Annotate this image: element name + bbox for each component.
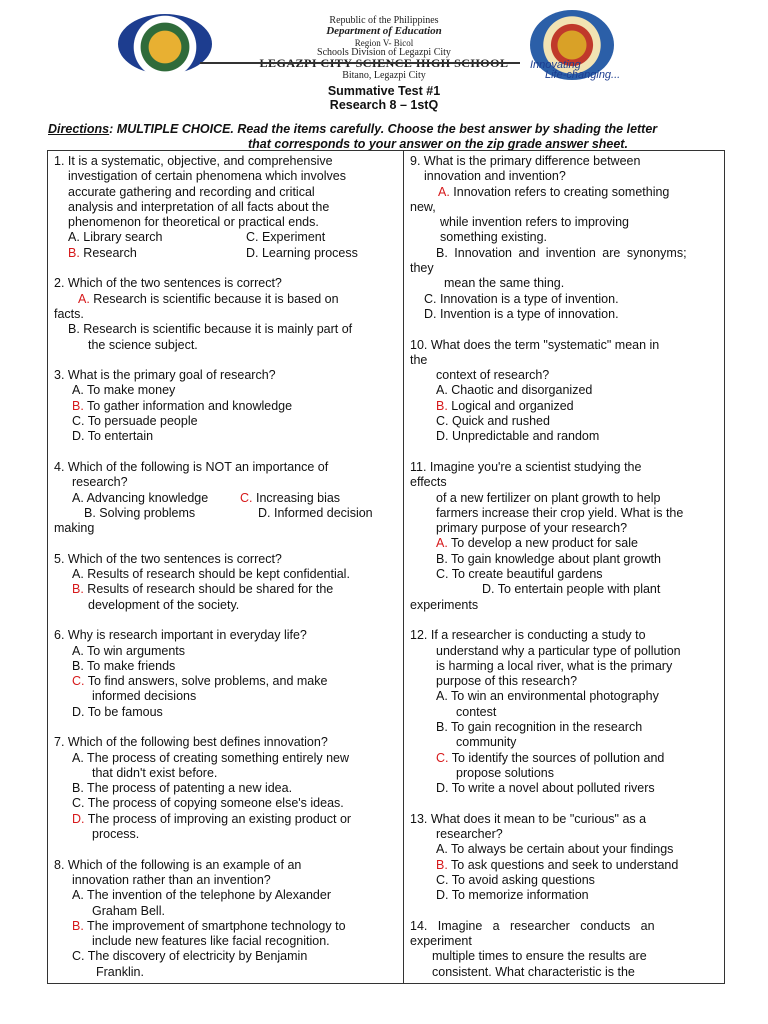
question-7 [54,735,396,842]
choice-d: D. Informed decision [258,505,373,520]
left-column [54,154,396,995]
question-4 [54,460,396,536]
tagline-innovating: Innovating [530,59,581,71]
choice-text: contest [456,704,497,719]
question-9 [410,154,718,322]
question-text: 4. Which of the following is NOT an importance of [54,459,329,474]
question-12 [410,628,718,796]
choice-b [68,246,246,261]
choice-d: D. To be famous [72,704,163,719]
answer-letter: B. [72,398,84,413]
choice-text: Increasing bias [252,490,341,505]
question-text: innovation and invention? [424,169,566,184]
choice-text: Graham Bell. [92,903,165,918]
question-11 [410,460,718,613]
choice-a: A. Chaotic and disorganized [436,383,593,398]
choice-c: C. Quick and rushed [436,414,550,429]
choice-a: A. Results of research should be kept confidential. [72,567,350,582]
question-text: investigation of certain phenomena which involves [68,169,346,184]
header-department: Department of Education [326,25,442,37]
answer-letter: B. [72,582,84,597]
choice-a [54,292,396,307]
question-13 [410,812,718,904]
choice-text: while invention refers to improving [440,215,629,230]
question-text: 2. Which of the two sentences is correct? [54,276,282,291]
question-text: 7. Which of the following best defines innovation? [54,735,328,750]
choice-d: D. Invention is a type of innovation. [424,306,619,321]
answer-letter: A. [78,291,90,306]
header-address: Bitano, Legazpi City [342,70,426,81]
directions [48,122,728,152]
choice-text: informed decisions [92,689,197,704]
answer-letter: C. [436,750,449,765]
choice-c: C. To avoid asking questions [436,872,595,887]
question-text: 5. Which of the two sentences is correct? [54,551,282,566]
question-text: analysis and interpretation of all facts about the [68,199,330,214]
choice-text: To develop a new product for sale [447,536,638,551]
header-school-name [0,56,768,71]
choice-a: A. The process of creating something entirely new [72,750,349,765]
choice-c: C. To persuade people [72,414,198,429]
question-text: researcher? [436,827,503,842]
question-5 [54,552,396,613]
question-text: 1. It is a systematic, objective, and comprehensive [54,154,333,168]
question-text: purpose of this research? [436,674,578,689]
choice-d: D. To entertain [72,429,154,444]
question-14 [410,919,718,980]
choice-row [54,491,396,506]
choice-b [54,582,396,597]
choice-c [54,674,396,689]
choice-c [410,751,718,766]
choice-text: facts. [54,306,84,321]
answer-letter: B. [436,857,448,872]
choice-b: B. To gain recognition in the research [436,719,643,734]
choice-text: they [410,261,434,276]
test-subtitle: Research 8 – 1stQ [329,98,439,112]
answer-letter: B. [68,245,80,260]
choice-text: making [54,521,95,536]
question-2 [54,276,396,352]
choice-c: C. The discovery of electricity by Benjamin [72,949,308,964]
choice-d: D. To memorize information [436,888,589,903]
choice-text: include new features like facial recognition. [92,934,330,949]
answer-letter: C. [72,674,85,689]
answer-letter: A. [438,184,450,199]
answer-letter: A. [436,536,448,551]
question-6 [54,628,396,720]
choice-text: propose solutions [456,765,554,780]
choice-a: A. To make money [72,383,176,398]
question-1 [54,154,396,261]
questions-table [47,150,725,984]
choice-text: development of the society. [88,597,240,612]
choice-text: the science subject. [88,337,198,352]
choice-text: To find answers, solve problems, and make [84,674,328,689]
choice-c [240,491,340,506]
choice-text: B. Innovation and invention are synonyms; [436,245,687,260]
choice-a: A. To win an environmental photography [436,689,659,704]
choice-a: A. Library search [68,230,163,245]
choice-a: A. To win arguments [72,643,186,658]
choice-text: that didn't exist before. [92,765,218,780]
question-text: 8. Which of the following is an example of an [54,857,302,872]
question-text: effects [410,475,447,490]
choice-d [54,812,396,827]
question-text: 3. What is the primary goal of research? [54,368,276,383]
question-text: experiment [410,934,472,949]
question-text: of a new fertilizer on plant growth to help [436,490,661,505]
question-text: innovation rather than an invention? [72,872,271,887]
choice-text: new, [410,199,436,214]
choice-text: The improvement of smartphone technology to [83,918,346,933]
tagline-life-changing: Life-changing... [545,69,621,81]
choice-text: To gather information and knowledge [83,398,293,413]
choice-b: B. The process of patenting a new idea. [72,781,293,796]
question-text: research? [72,475,128,490]
choice-row [54,506,396,521]
choice-text: Results of research should be shared for the [83,582,334,597]
directions-label: Directions [48,122,110,136]
question-text: 10. What does the term "systematic" mean in [410,337,660,352]
choice-text: To identify the sources of pollution and [448,750,665,765]
choice-d: D. To entertain people with plant [482,582,661,597]
choice-d: D. Learning process [246,245,358,260]
choice-b [54,919,396,934]
answer-letter: B. [436,398,448,413]
choice-text: mean the same thing. [444,276,565,291]
choice-text: Research [79,245,137,260]
answer-letter: B. [72,918,84,933]
choice-text: Research is scientific because it is based on [89,291,339,306]
choice-text: experiments [410,597,479,612]
question-text: 14. Imagine a researcher conducts an [410,918,655,933]
question-text: 9. What is the primary difference between [410,154,641,168]
question-text: farmers increase their crop yield. What is the [436,505,684,520]
choice-b [410,399,718,414]
header-divider [200,62,520,64]
choice-b [410,246,718,261]
choice-text: Innovation refers to creating something [449,184,670,199]
question-text: the [410,352,428,367]
choice-d: D. To write a novel about polluted rivers [436,781,655,796]
question-text: 11. Imagine you're a scientist studying the [410,459,642,474]
question-text: phenomenon for theoretical or practical ends. [68,215,319,230]
directions-text-2: that corresponds to your answer on the zip grade answer sheet. [248,137,628,151]
question-text: context of research? [436,368,550,383]
question-text: is harming a local river, what is the primary [436,658,673,673]
question-text: multiple times to ensure the results are [432,949,647,964]
column-divider [403,151,404,983]
choice-a: A. To always be certain about your findings [436,842,674,857]
answer-letter: D. [72,811,85,826]
question-text: consistent. What characteristic is the [432,964,635,979]
header-region: Region V- Bicol [354,38,414,48]
choice-a [410,536,718,551]
choice-b: B. To gain knowledge about plant growth [436,551,661,566]
question-text: understand why a particular type of pollution [436,643,681,658]
header-republic: Republic of the Philippines [329,15,439,26]
choice-b: B. To make friends [72,658,176,673]
choice-text: process. [92,827,140,842]
choice-c: C. Innovation is a type of invention. [424,291,619,306]
choice-text: something existing. [440,230,548,245]
choice-b [410,858,718,873]
question-text: accurate gathering and recording and critical [68,184,315,199]
choice-row [54,246,396,261]
choice-c: C. Experiment [246,230,326,245]
question-text: 12. If a researcher is conducting a study to [410,628,646,643]
choice-d: D. Unpredictable and random [436,429,600,444]
directions-text-1: : MULTIPLE CHOICE. Read the items carefully. Choose the best answer by shading the letter [109,122,658,136]
choice-a: A. Advancing knowledge [72,490,209,505]
choice-b [54,399,396,414]
choice-text: The process of improving an existing product or [84,811,352,826]
choice-a: A. The invention of the telephone by Alexander [72,888,331,903]
choice-c: C. The process of copying someone else's ideas. [72,796,344,811]
choice-text: To ask questions and seek to understand [447,857,679,872]
choice-text: Logical and organized [447,398,574,413]
right-column [410,154,718,995]
header-division: Schools Division of Legazpi City [317,47,451,58]
test-title: Summative Test #1 [327,84,441,98]
choice-a [410,185,718,200]
answer-letter: C. [240,490,253,505]
question-3 [54,368,396,444]
choice-b: B. Research is scientific because it is mainly part of [68,322,353,337]
choice-row [54,230,396,245]
question-text: primary purpose of your research? [436,521,628,536]
choice-text: community [456,735,517,750]
question-8 [54,858,396,980]
choice-b: B. Solving problems [84,505,196,520]
question-text: 13. What does it mean to be "curious" as a [410,811,647,826]
question-10 [410,338,718,445]
question-text: 6. Why is research important in everyday life? [54,628,307,643]
choice-text: Franklin. [96,964,144,979]
choice-c: C. To create beautiful gardens [436,567,603,582]
